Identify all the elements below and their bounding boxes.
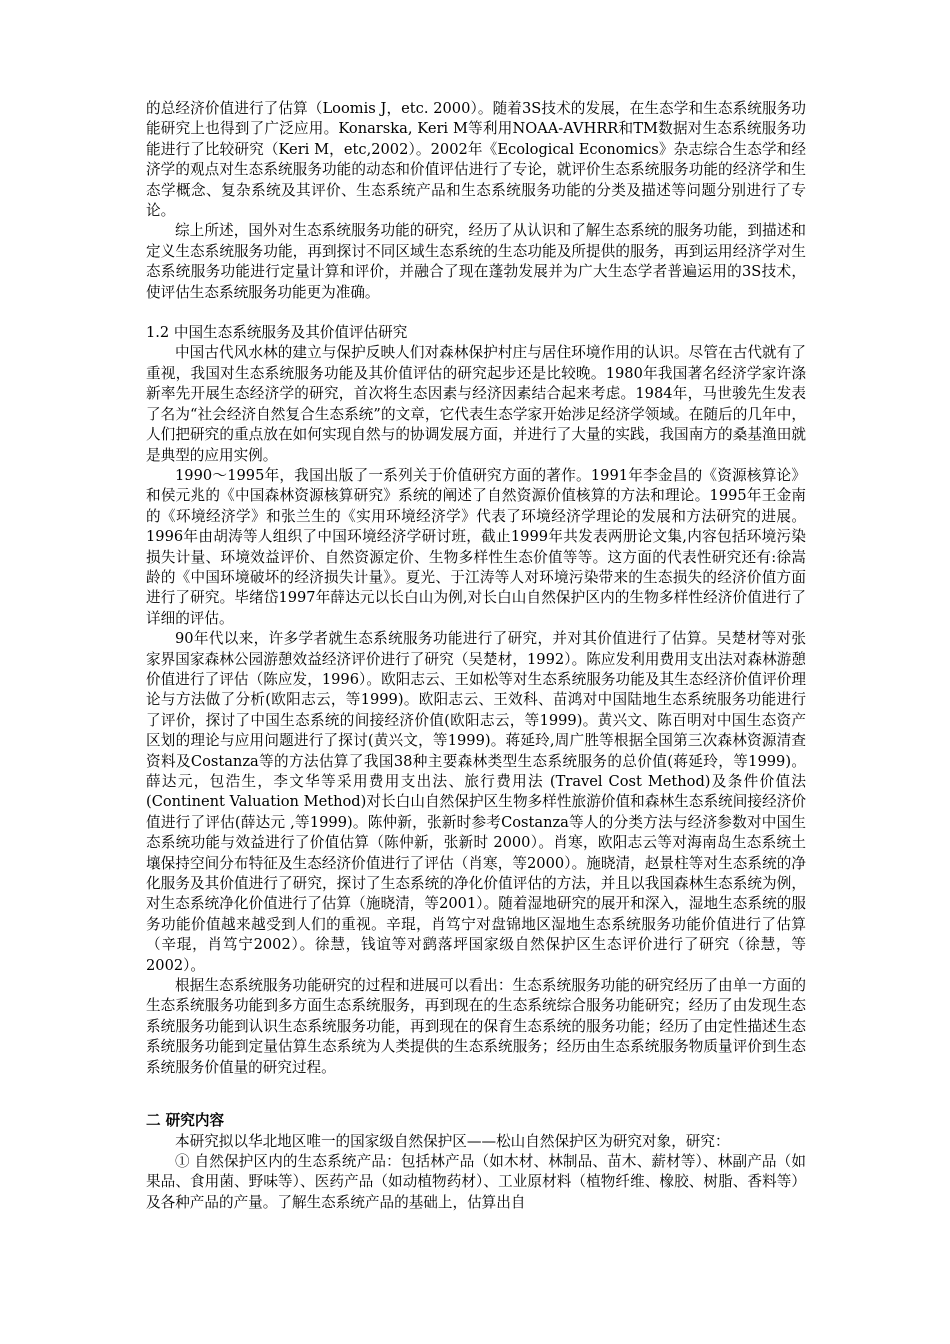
paragraph-china-history: 中国古代风水林的建立与保护反映人们对森林保护村庄与居住环境作用的认识。尽管在古代就有了重视，我国对生态系统服务功能及其价值评估的研究起步还是比较晚。1980年我国著名经济学家许涤新率先开展生态经济学的研究，首次将生态因素与经济因素结合起来考虑。1984年，马世骏先生发表了名为“社会经济自然复合生态系统”的文章，它代表生态学家开始涉足经济学领域。在随后的几年中，人们把研究的重点放在如何实现自然与的协调发展方面，并进行了大量的实践，我国南方的桑基渔田就是典型的应用实例。 [146, 344, 806, 464]
document-body [146, 99, 806, 1213]
paragraph-research-progress: 根据生态系统服务功能研究的过程和进展可以看出：生态系统服务功能的研究经历了由单一方面的生态系统服务功能到多方面生态系统服务，再到现在的生态系统综合服务功能研究；经历了由发现生态系统服务功能到认识生态系统服务功能，再到现在的保育生态系统的服务功能；经历了由定性描述生态系统服务功能到定量估算生态系统为人类提供的生态系统服务；经历由生态系统服务物质量评价到生态系统服务价值量的研究过程。 [146, 977, 806, 1076]
paragraph-90s-research: 90年代以来，许多学者就生态系统服务功能进行了研究，并对其价值进行了估算。吴楚材等对张家界国家森林公园游憩效益经济评价进行了研究（吴楚材，1992）。陈应发利用费用支出法对森林游憩价值进行了评估（陈应发，1996）。欧阳志云、王如松等对生态系统服务功能及其生态经济价值评价理论与方法做了分析(欧阳志云，等1999)。欧阳志云、王效科、苗鸿对中国陆地生态系统服务功能进行了评价，探讨了中国生态系统的间接经济价值(欧阳志云，等1999)。黄兴文、陈百明对中国生态资产区划的理论与应用问题进行了探讨(黄兴文，等1999)。蒋延玲,周广胜等根据全国第三次森林资源清查资料及Costanza等的方法估算了我国38种主要森林类型生态系统服务的总价值(蒋延玲，等1999)。薛达元，包浩生，李文华等采用费用支出法、旅行费用法 (Travel Cost Method)及条件价值法(Continent Valuation Method)对长白山自然保护区生物多样性旅游价值和森林生态系统间接经济价值进行了评估(薛达元 ,等1999)。陈仲新，张新时参考Costanza等人的分类方法与经济参数对中国生态系统功能与效益进行了价值估算（陈仲新，张新时 2000）。肖寒，欧阳志云等对海南岛生态系统土壤保持空间分布特征及生态经济价值进行了评估（肖寒，等2000）。施晓清，赵景柱等对生态系统的净化服务及其价值进行了研究，探讨了生态系统的净化价值评估的方法，并且以我国森林生态系统为例，对生态系统净化价值进行了估算（施晓清，等2001）。随着湿地研究的展开和深入，湿地生态系统的服务功能价值越来越受到人们的重视。辛琨，肖笃宁对盘锦地区湿地生态系统服务功能价值进行了估算（辛琨，肖笃宁2002）。徐慧，钱谊等对鹞落坪国家级自然保护区生态评价进行了研究（徐慧，等2002）。 [146, 630, 806, 974]
section-heading-1-2: 1.2 中国生态系统服务及其价值评估研究 [146, 324, 408, 342]
section-heading-2: 二 研究内容 [146, 1112, 225, 1130]
paragraph-research-object: 本研究拟以华北地区唯一的国家级自然保护区——松山自然保护区为研究对象，研究： [175, 1132, 730, 1150]
paragraph-1990s-works: 1990～1995年，我国出版了一系列关于价值研究方面的著作。1991年李金昌的《资源核算论》和侯元兆的《中国森林资源核算研究》系统的阐述了自然资源价值核算的方法和理论。1995年王金南的《环境经济学》和张兰生的《实用环境经济学》代表了环境经济学理论的发展和方法研究的进展。1996年由胡涛等人组织了中国环境经济学研讨班，截止1999年共发表两册论文集,内容包括环境污染损失计量、环境效益评价、自然资源定价、生物多样性生态价值等等。这方面的代表性研究还有:徐嵩龄的《中国环境破坏的经济损失计量》。夏光、于江涛等人对环境污染带来的生态损失的经济价值方面进行了研究。毕绪岱1997年薛达元以长白山为例,对长白山自然保护区内的生物多样性经济价值进行了详细的评估。 [146, 466, 806, 627]
paragraph-foreign-summary: 综上所述，国外对生态系统服务功能的研究，经历了从认识和了解生态系统的服务功能，到描述和定义生态系统服务功能，再到探讨不同区域生态系统的生态功能及所提供的服务，再到运用经济学对生态系统服务功能进行定量计算和评价，并融合了现在蓬勃发展并为广大生态学者普遍运用的3S技术，使评估生态系统服务功能更为准确。 [146, 222, 806, 301]
paragraph-foreign-research-cont: 的总经济价值进行了估算（Loomis J，etc. 2000）。随着3S技术的发展，在生态学和生态系统服务功能研究上也得到了广泛应用。Konarska, Keri M等利用NOAA-AVHRR和TM数据对生态系统服务功能进行了比较研究（Keri M，etc,2002）。2002年《Ecological Economics》杂志综合生态学和经济学的观点对生态系统服务功能的动态和价值评估进行了专论，就评价生态系统服务功能的经济学和生态学概念、复杂系统及其评价、生态系统产品和生态系统服务功能的分类及描述等问题分别进行了专论。 [146, 100, 806, 220]
paragraph-research-item-1: ① 自然保护区内的生态系统产品：包括林产品（如木材、林制品、苗木、薪材等）、林副产品（如果品、食用菌、野味等）、医药产品（如动植物药材）、工业原材料（植物纤维、橡胶、树脂、香料等）及各种产品的产量。了解生态系统产品的基础上，估算出自 [146, 1152, 806, 1211]
